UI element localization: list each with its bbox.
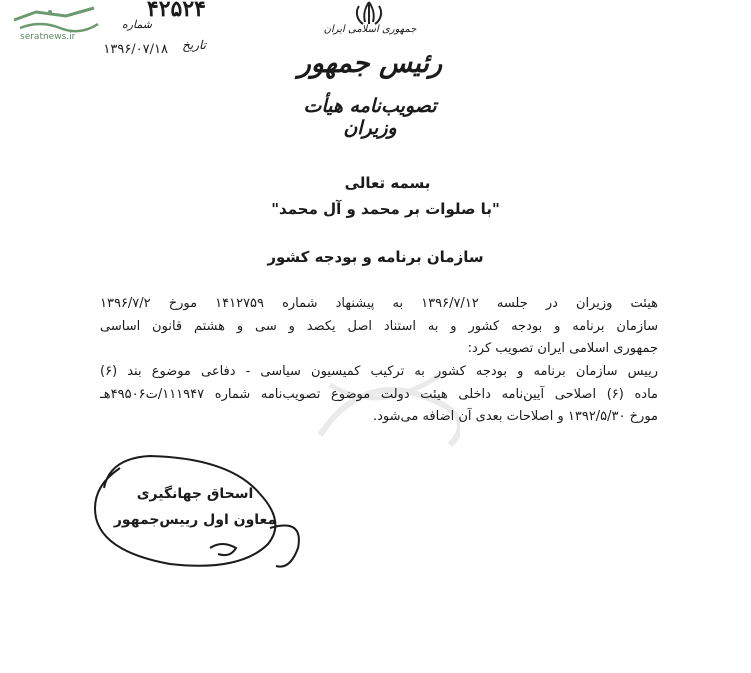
iran-emblem-icon <box>347 0 391 26</box>
recipient-heading: سازمان برنامه و بودجه کشور <box>267 248 484 266</box>
letter-number-label: شماره <box>121 18 152 31</box>
paragraph-line: هیئت وزیران در جلسه ۱۳۹۶/۷/۱۲ به پیشنهاد شماره ۱۴۱۲۷۵۹ مورخ ۱۳۹۶/۷/۲ <box>100 296 658 311</box>
document-type: تصویب‌نامه هیأت وزیران <box>303 95 437 139</box>
letter-date-label: تاریخ <box>182 38 206 52</box>
paragraph-line: ماده (۶) اصلاحی آیین‌نامه داخلی هیئت دولت موضوع تصویب‌نامه شماره ۱۱۱۹۴۷/ت۴۹۵۰۶هـ <box>100 386 659 402</box>
decree-paragraph-2 <box>100 361 658 429</box>
paragraph-line: سازمان برنامه و بودجه کشور و به استناد اصل یکصد و سی و هشتم قانون اساسی <box>100 318 658 334</box>
letter-date-value: ۱۳۹۶/۰۷/۱۸ <box>103 42 168 57</box>
country-name: جمهوری اسلامی ایران <box>323 24 417 35</box>
office-title: رئیس جمهور <box>297 48 443 79</box>
signatory-name: اسحاق جهانگیری <box>136 486 254 502</box>
salawat-line: "با صلوات بر محمد و آل محمد" <box>271 200 500 218</box>
paragraph-line: رییس سازمان برنامه و بودجه کشور به ترکیب کمیسیون سیاسی - دفاعی موضوع بند (۶) <box>100 364 658 379</box>
paragraph-line: مورخ ۱۳۹۲/۵/۳۰ و اصلاحات بعدی آن اضافه می‌شود. <box>372 409 658 424</box>
bismillah-heading: بسمه تعالی <box>344 174 431 192</box>
site-logo <box>6 2 102 50</box>
signatory-title: معاون اول رییس‌جمهور <box>113 512 277 528</box>
paragraph-line: جمهوری اسلامی ایران تصویب کرد: <box>467 341 658 356</box>
site-logo-text: seratnews.ir <box>20 32 76 42</box>
decree-paragraph-1 <box>100 293 658 361</box>
letter-number-handwritten: ۴۲۵۲۴ <box>146 0 206 22</box>
